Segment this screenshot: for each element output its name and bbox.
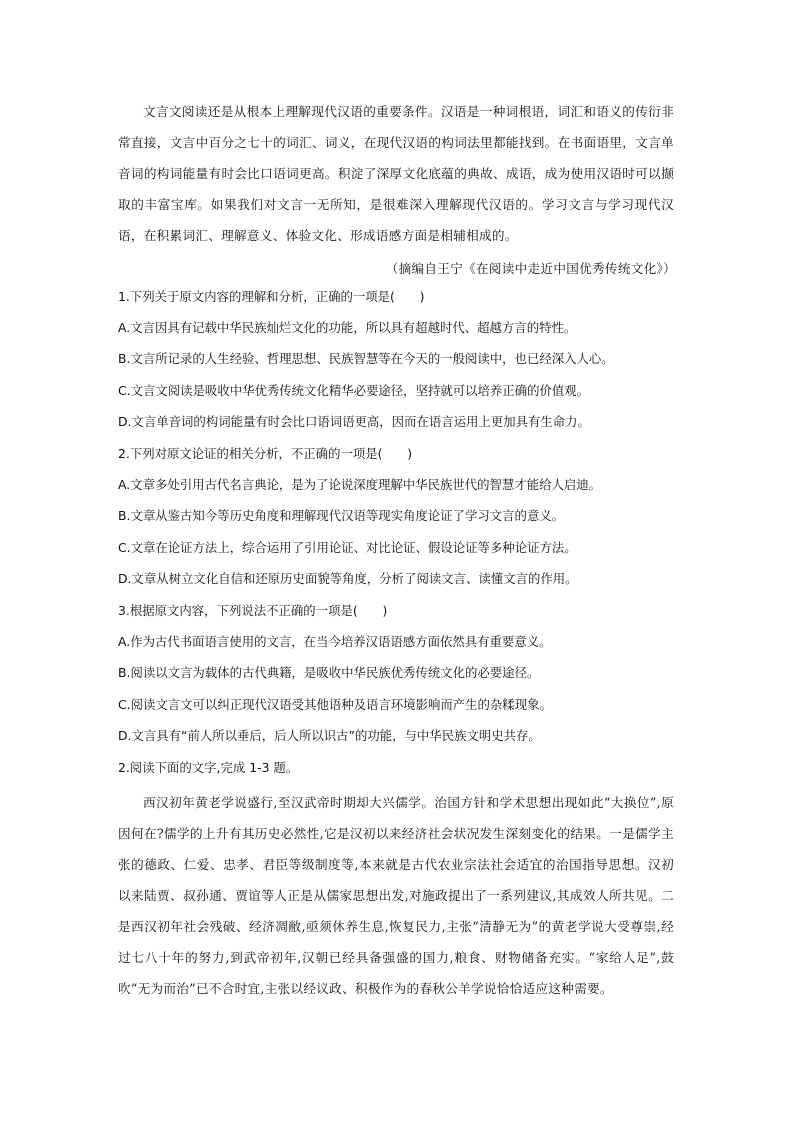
passage-citation: （摘编自王宁《在阅读中走近中国优秀传统文化》） [385, 261, 676, 276]
passage-paragraph-1: 文言文阅读还是从根本上理解现代汉语的重要条件。汉语是一种词根语，词汇和语义的传衍非常直接，文言中百分之七十的词汇、词义，在现代汉语的构词法里都能找到。在书面语里，文言单音词的构词能量有时会比口语词更高。积淀了深厚文化底蕴的典故、成语，成为使用汉语时可以撷取的丰富宝库。如果我们对文言一无所知，是很难深入理解现代汉语的。学习文言与学习现代汉语，在积累词汇、理解意义、体验文化、形成语感方面是相辅相成的。 [118, 104, 674, 243]
question-1-stem: 1.下列关于原文内容的理解和分析，正确的一项是( ) [118, 289, 425, 304]
question-1-option-c: C.文言文阅读是吸收中华优秀传统文化精华必要途径，坚持就可以培养正确的价值观。 [118, 383, 590, 398]
question-1-option-b: B.文言所记录的人生经验、哲理思想、民族智慧等在今天的一般阅读中，也已经深入人心。 [118, 351, 614, 366]
question-2-option-b: B.文章从鉴古知今等历史角度和理解现代汉语等现实角度论证了学习文言的意义。 [118, 508, 565, 523]
question-2-option-c: C.文章在论证方法上，综合运用了引用论证、对比论证、假设论证等多种论证方法。 [118, 540, 577, 555]
question-2-option-d: D.文章从树立文化自信和还原历史面貌等角度，分析了阅读文言、读懂文言的作用。 [118, 571, 578, 586]
question-3-option-b: B.阅读以文言为载体的古代典籍，是吸收中华民族优秀传统文化的必要途径。 [118, 665, 540, 680]
question-1-option-a: A.文言因具有记载中华民族灿烂文化的功能，所以具有超越时代、超越方言的特性。 [118, 320, 577, 335]
passage-paragraph-2: 西汉初年黄老学说盛行,至汉武帝时期却大兴儒学。治国方针和学术思想出现如此“大换位”,原因何在?儒学的上升有其历史必然性,它是汉初以来经济社会状况发生深刻变化的结果。一是儒学主张的德政、仁爱、忠孝、君臣等级制度等,本来就是古代农业宗法社会适宜的治国指导思想。汉初以来陆贾、叔孙通、贾谊等人正是从儒家思想出发,对施政提出了一系列建议,其成效人所共见。二是西汉初年社会残破、经济凋敝,亟须休养生息,恢复民力,主张“清静无为”的黄老学说大受尊崇,经过七八十年的努力,到武帝初年,汉朝已经具备强盛的国力,粮食、财物储备充实。“家给人足”,鼓吹“无为而治”已不合时宜,主张以经议政、积极作为的春秋公羊学说恰恰适应这种需要。 [118, 795, 674, 996]
question-2-stem: 2.下列对原文论证的相关分析，不正确的一项是( ) [118, 446, 413, 461]
section-2-heading: 2.阅读下面的文字,完成 1-3 题。 [118, 760, 299, 775]
question-3-stem: 3.根据原文内容，下列说法不正确的一项是( ) [118, 603, 388, 618]
question-3-option-d: D.文言具有“前人所以垂后，后人所以识古”的功能，与中华民族文明史共存。 [118, 728, 541, 743]
question-3-option-a: A.作为古代书面语言使用的文言，在当今培养汉语语感方面依然具有重要意义。 [118, 634, 552, 649]
question-3-option-c: C.阅读文言文可以纠正现代汉语受其他语种及语言环境影响而产生的杂糅现象。 [118, 697, 552, 712]
question-1-option-d: D.文言单音词的构词能量有时会比口语词语更高，因而在语言运用上更加具有生命力。 [118, 414, 590, 429]
question-2-option-a: A.文章多处引用古代名言典论，是为了论说深度理解中华民族世代的智慧才能给人启迪。 [118, 477, 602, 492]
